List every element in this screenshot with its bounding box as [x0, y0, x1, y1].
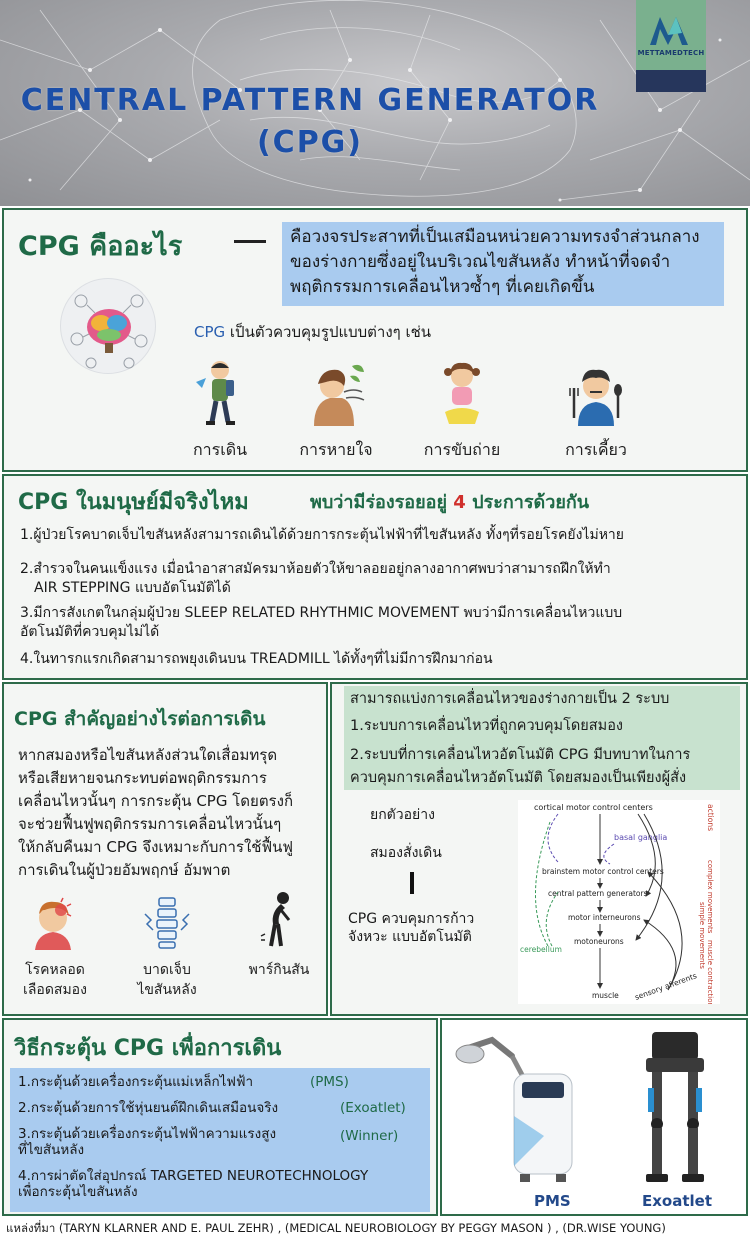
condition-stroke-line-2: เลือดสมอง: [23, 982, 87, 998]
motor-control-diagram: [518, 800, 720, 1004]
evidence-item-3-line-1: 3.มีการสังเกตในกลุ่มผู้ป่วย SLEEP RELATED RHYTHMIC MOVEMENT พบว่ามีการเคลื่อนไหวแบบ: [20, 605, 623, 621]
method-3: [18, 1126, 422, 1158]
activity-label-breathing: การหายใจ: [299, 440, 373, 459]
diagram-contractions: muscle contractions: [706, 940, 714, 1004]
brain-command-label: สมองสั่งเดิน: [370, 845, 442, 861]
stroke-headache-icon: [27, 894, 83, 950]
page-title: [0, 80, 620, 164]
brain-illustration: [60, 278, 156, 374]
definition-box: คือวงจรประสาทที่เป็นเสมือนหน่วยความทรงจำส่วนกลางของร่างกายซึ่งอยู่ในบริเวณไขสันหลัง ทำหน้าที่จดจำพฤติกรรมการเคลื่อนไหวซ้ำๆ ที่เคยเกิดขึ้น: [282, 222, 724, 306]
cpg-intro-prefix: CPG: [194, 323, 226, 341]
diagram-actions: actions: [706, 804, 715, 831]
diagram-muscle: muscle: [592, 991, 619, 1000]
devices-panel: [440, 1018, 748, 1216]
method-3-text: 3.กระตุ้นด้วยเครื่องกระตุ้นไฟฟ้าความแรงสูง: [18, 1126, 277, 1142]
importance-line-5: ให้กลับคืนมา CPG จึงเหมาะกับการใช้ฟื้นฟู: [18, 838, 293, 856]
activity-excretion: [402, 358, 522, 463]
importance-line-2: หรือเสียหายจนกระทบต่อพฤติกรรมการ: [18, 769, 267, 787]
importance-panel: [2, 682, 328, 1016]
exoatlet-label: Exoatlet: [642, 1192, 713, 1210]
diagram-cpg: central pattern generators: [548, 889, 648, 898]
stimulation-methods-panel: [2, 1018, 438, 1216]
logo-mark-icon: [648, 13, 694, 47]
method-3-text-2: ที่ไขสันหลัง: [18, 1142, 85, 1158]
evidence-heading: CPG ในมนุษย์มีจริงไหม: [18, 490, 249, 515]
brain-icon: [61, 279, 157, 375]
evidence-item-2-line-2: AIR STEPPING แบบอัตโนมัติได้: [34, 580, 231, 596]
chewing-person-icon: [566, 358, 626, 428]
systems-title: สามารถแบ่งการเคลื่อนไหวของร่างกายเป็น 2 ระบบ: [350, 691, 670, 707]
method-4-text: 4.การผ่าตัดใส่อุปกรณ์ TARGETED NEUROTECHNOLOGY: [18, 1168, 369, 1184]
condition-stroke-line-1: โรคหลอด: [25, 962, 85, 978]
evidence-panel: [2, 474, 748, 680]
importance-line-3: เคลื่อนไหวนั้นๆ การกระตุ้น CPG โดยตรงก็: [18, 792, 294, 810]
condition-spinal-line-1: บาดเจ็บ: [143, 962, 191, 978]
system-item-2-line-2: ควบคุมการเคลื่อนไหวอัตโนมัติ โดยสมองเป็นเพียงผู้สั่ง: [350, 770, 687, 786]
activity-breathing: [276, 358, 396, 463]
importance-line-6: การเดินในผู้ป่วยอัมพฤกษ์ อัมพาต: [18, 861, 231, 879]
condition-spinal-injury: [122, 894, 212, 1000]
importance-line-4: จะช่วยฟื้นฟูพฤติกรรมการเคลื่อนไหวนั้นๆ: [18, 815, 282, 833]
parkinson-person-icon: [259, 890, 299, 950]
walking-person-icon: [190, 358, 250, 428]
header-banner: [0, 0, 750, 206]
activity-label-walking: การเดิน: [192, 440, 248, 459]
title-line-2: (CPG): [256, 125, 364, 160]
diagram-brainstem: brainstem motor control centers: [542, 867, 664, 876]
condition-parkinson-line-1: พาร์กินสัน: [248, 962, 310, 978]
activity-label-chewing: การเคี้ยว: [565, 440, 627, 459]
cpg-controls-intro: [194, 320, 431, 344]
cpg-control-line-2: จังหวะ แบบอัตโนมัติ: [348, 929, 472, 945]
diagram-cerebellum: cerebellum: [520, 945, 562, 954]
pms-label: PMS: [534, 1192, 571, 1210]
condition-label-spinal: [122, 960, 212, 1000]
breathing-person-icon: [304, 358, 368, 428]
activity-walking: [160, 358, 280, 463]
diagram-complex: complex movements: [706, 860, 714, 934]
condition-spinal-line-2: ไขสันหลัง: [137, 982, 197, 998]
diagram-motoneurons: motoneurons: [574, 937, 624, 946]
method-1-text: 1.กระตุ้นด้วยเครื่องกระตุ้นแม่เหล็กไฟฟ้า: [18, 1074, 254, 1090]
condition-stroke: [10, 894, 100, 1000]
method-4: [18, 1168, 422, 1200]
motor-control-diagram-svg: [518, 800, 720, 1004]
evidence-item-2-line-1: 2.สำรวจในคนแข็งแรง เมื่อนำอาสาสมัครมาห้อยตัวให้ขาลอยอยู่กลางอากาศพบว่าสามารถฝึกให้ทำ: [20, 561, 611, 577]
evidence-item-4: 4.ในทารกแรกเกิดสามารถพยุงเดินบน TREADMILL ได้ทั้งๆที่ไม่มีการฝึกมาก่อน: [20, 651, 493, 667]
logo-text: METTAMEDTECH: [637, 49, 705, 57]
diagram-simple: simple movements: [698, 902, 706, 969]
importance-line-1: หากสมองหรือไขสันหลังส่วนใดเสื่อมทรุด: [18, 746, 278, 764]
method-4-text-2: เพื่อกระตุ้นไขสันหลัง: [18, 1184, 138, 1200]
diagram-basal: basal ganglia: [614, 833, 668, 842]
diagram-afferents: sensory afferents: [633, 971, 698, 1002]
evidence-item-3-line-2: อัตโนมัติที่ควบคุมไม่ได้: [20, 624, 160, 640]
methods-box: [10, 1068, 430, 1212]
importance-body: [18, 744, 318, 882]
movement-systems-panel: [330, 682, 748, 1016]
evidence-count: 4: [453, 492, 466, 513]
heading-dash: [234, 240, 266, 243]
diagram-cortical: cortical motor control centers: [534, 803, 653, 812]
arrow-bar: [410, 872, 414, 894]
condition-parkinson: [234, 894, 324, 980]
sources-footer: แหล่งที่มา (TARYN KLARNER AND E. PAUL ZEHR) , (MEDICAL NEUROBIOLOGY BY PEGGY MASON ) , (DR.WISE YOUNG): [6, 1221, 666, 1235]
evidence-sub-prefix: พบว่ามีร่องรอยอยู่: [310, 492, 454, 513]
evidence-sub-suffix: ประการด้วยกัน: [465, 492, 590, 513]
spine-icon: [139, 894, 195, 950]
method-2: [18, 1100, 422, 1116]
method-2-tag: (Exoatlet): [340, 1100, 406, 1116]
method-2-text: 2.กระตุ้นด้วยการใช้หุ่นยนต์ฝึกเดินเสมือนจริง: [18, 1100, 279, 1116]
exoatlet-device-image: [630, 1028, 720, 1188]
method-1-tag: (PMS): [310, 1074, 349, 1090]
evidence-subheading: [310, 487, 589, 516]
system-item-1: 1.ระบบการเคลื่อนไหวที่ถูกควบคุมโดยสมอง: [350, 718, 624, 734]
toddler-potty-icon: [437, 358, 487, 428]
condition-label-stroke: [10, 960, 100, 1000]
logo: [636, 0, 706, 70]
title-line-1: CENTRAL PATTERN GENERATOR: [20, 83, 600, 118]
condition-label-parkinson: [234, 960, 324, 980]
method-3-tag: (Winner): [340, 1128, 399, 1144]
what-is-cpg-panel: [2, 208, 748, 472]
methods-heading: วิธีกระตุ้น CPG เพื่อการเดิน: [14, 1036, 282, 1061]
method-1: [18, 1074, 422, 1090]
activity-chewing: [536, 358, 656, 463]
diagram-interneurons: motor interneurons: [568, 913, 641, 922]
cpg-intro-suffix: เป็นตัวควบคุมรูปแบบต่างๆ เช่น: [225, 323, 432, 341]
activity-label-excretion: การขับถ่าย: [423, 440, 501, 459]
what-is-heading: CPG คืออะไร: [18, 231, 183, 262]
systems-box: [344, 686, 740, 790]
cpg-control-line-1: CPG ควบคุมการก้าว: [348, 911, 475, 927]
logo-strip: [636, 70, 706, 92]
system-item-2-line-1: 2.ระบบที่การเคลื่อนไหวอัตโนมัติ CPG มีบทบาทในการ: [350, 747, 691, 763]
example-label: ยกตัวอย่าง: [370, 807, 435, 823]
importance-heading: CPG สำคัญอย่างไรต่อการเดิน: [14, 708, 266, 730]
evidence-item-1: 1.ผู้ป่วยโรคบาดเจ็บไขสันหลังสามารถเดินได้ด้วยการกระตุ้นไฟฟ้าที่ไขสันหลัง ทั้งๆที่รอยโรคยังไม่หาย: [20, 527, 624, 543]
pms-device-image: [452, 1026, 592, 1184]
